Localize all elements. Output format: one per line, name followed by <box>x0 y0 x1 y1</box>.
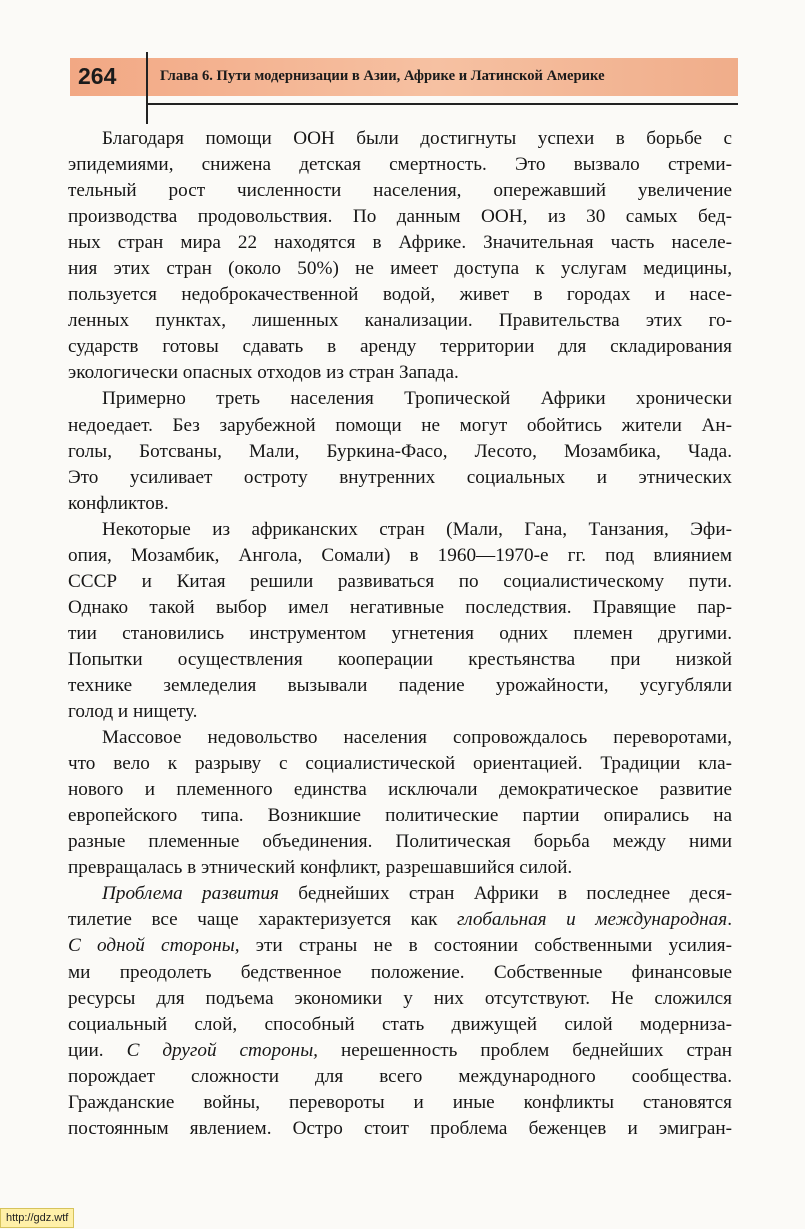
text-line: С одной стороны, эти страны не в состоянии собственными усилия- <box>68 935 732 957</box>
chapter-title: Глава 6. Пути модернизации в Азии, Африке и Латинской Америке <box>160 68 605 84</box>
text-line: голод и нищету. <box>68 701 198 723</box>
text-line: Это усиливает остроту внутренних социальных и этнических <box>68 466 732 488</box>
header-horizontal-rule <box>146 103 738 105</box>
watermark-link[interactable]: http://gdz.wtf <box>0 1208 74 1228</box>
text-line: Некоторые из африканских стран (Мали, Гана, Танзания, Эфи- <box>102 518 732 540</box>
text-line: ния этих стран (около 50%) не имеет доступа к услугам медицины, <box>68 258 732 280</box>
italic-phrase: С одной стороны, <box>68 935 240 957</box>
italic-phrase: Проблема развития <box>102 883 279 905</box>
italic-phrase: глобальная и международная <box>457 909 728 931</box>
text-line: ми преодолеть бедственное положение. Собственные финансовые <box>68 961 732 983</box>
text-line: Массовое недовольство населения сопровождалось переворотами, <box>102 727 732 749</box>
text-line: сударств готовы сдавать в аренду территории для складирования <box>68 336 732 358</box>
text-line: что вело к разрыву с социалистической ориентацией. Традиции кла- <box>68 753 732 775</box>
text-line: порождает сложности для всего международного сообщества. <box>68 1065 732 1087</box>
page-number: 264 <box>78 63 117 89</box>
text-line: ных стран мира 22 находятся в Африке. Значительная часть населе- <box>68 232 732 254</box>
text-line: разные племенные объединения. Политическая борьба между ними <box>68 831 732 853</box>
text-line: нового и племенного единства исключали демократическое развитие <box>68 779 732 801</box>
text-line: Примерно треть населения Тропической Африки хронически <box>102 388 732 410</box>
text-line: недоедает. Без зарубежной помощи не могут обойтись жители Ан- <box>68 414 732 436</box>
text-line: ленных пунктах, лишенных канализации. Правительства этих го- <box>68 310 732 332</box>
text-line: производства продовольствия. По данным ООН, из 30 самых бед- <box>68 206 732 228</box>
text-line: тии становились инструментом угнетения одних племен другими. <box>68 622 732 644</box>
text-line: европейского типа. Возникшие политические партии опирались на <box>68 805 732 827</box>
text-line: Попытки осуществления кооперации крестьянства при низкой <box>68 648 732 670</box>
text-line: СССР и Китая решили развиваться по социалистическому пути. <box>68 570 732 592</box>
text-line: ции. С другой стороны, нерешенность проблем беднейших стран <box>68 1039 732 1061</box>
text-line: тельный рост численности населения, опережавший увеличение <box>68 180 732 202</box>
body-text <box>68 126 732 1142</box>
text-line: голы, Ботсваны, Мали, Буркина-Фасо, Лесото, Мозамбика, Чада. <box>68 440 732 462</box>
text-line: социальный слой, способный стать движущей силой модерниза- <box>68 1013 732 1035</box>
text-line: пользуется недоброкачественной водой, живет в городах и насе- <box>68 284 732 306</box>
text-line: эпидемиями, снижена детская смертность. Это вызвало стреми- <box>68 154 732 176</box>
text-line: экологически опасных отходов из стран Запада. <box>68 362 459 384</box>
text-line: превращалась в этнический конфликт, разрешавшийся силой. <box>68 857 573 879</box>
text-line: Однако такой выбор имел негативные последствия. Правящие пар- <box>68 596 732 618</box>
italic-phrase: С другой стороны, <box>126 1039 318 1061</box>
text-line: тилетие все чаще характеризуется как глобальная и международная. <box>68 909 732 931</box>
text-line: ресурсы для подъема экономики у них отсутствуют. Не сложился <box>68 987 732 1009</box>
text-line: технике земледелия вызывали падение урожайности, усугубляли <box>68 674 732 696</box>
text-line: Проблема развития беднейших стран Африки в последнее деся- <box>102 883 732 905</box>
text-line: конфликтов. <box>68 492 169 514</box>
text-line: Благодаря помощи ООН были достигнуты успехи в борьбе с <box>102 128 732 149</box>
text-line: Гражданские войны, перевороты и иные конфликты становятся <box>68 1091 732 1113</box>
header-vertical-rule <box>146 52 148 124</box>
text-line: опия, Мозамбик, Ангола, Сомали) в 1960—1970-е гг. под влиянием <box>68 544 732 566</box>
text-line: постоянным явлением. Остро стоит проблема беженцев и эмигран- <box>68 1117 732 1139</box>
